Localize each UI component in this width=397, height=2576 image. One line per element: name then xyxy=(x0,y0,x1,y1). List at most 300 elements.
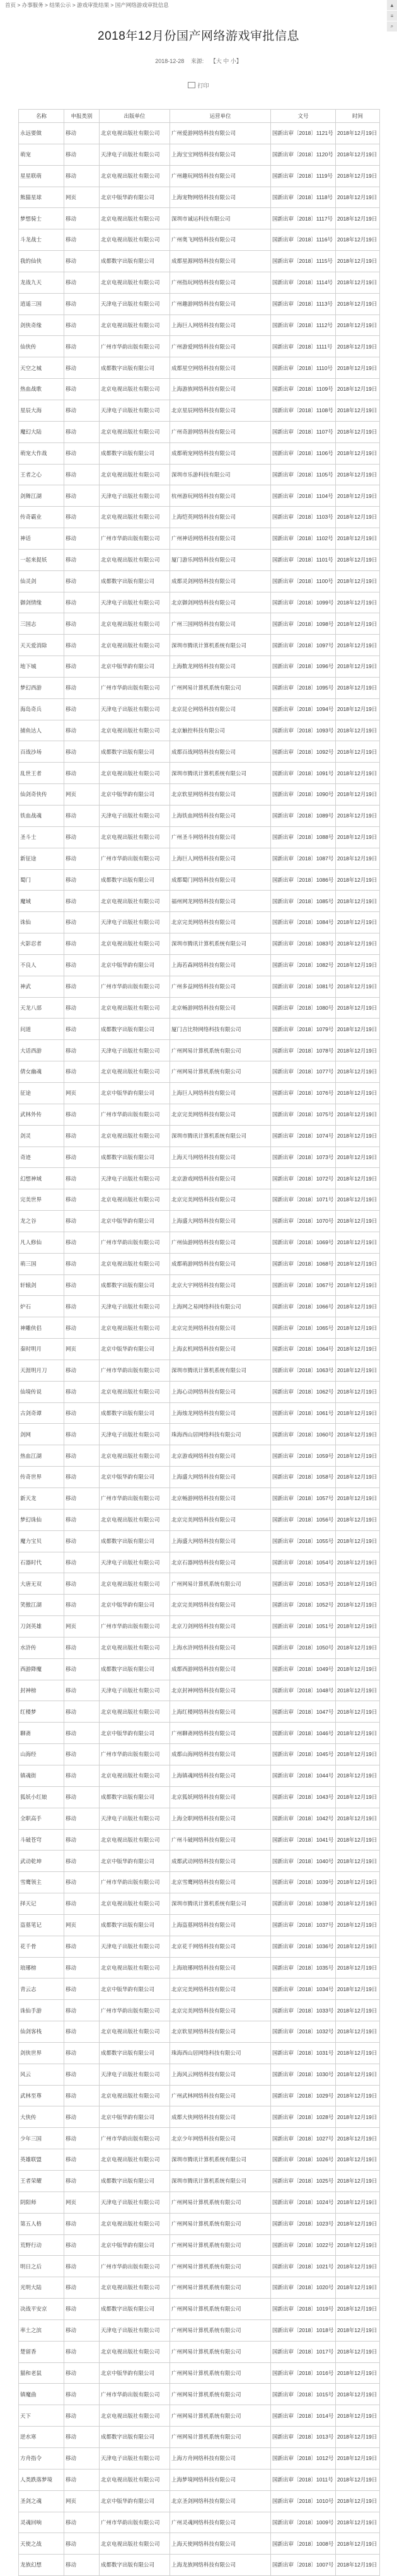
cell-approval-number: 国新出审〔2018〕1084号 xyxy=(271,912,336,933)
cell-category: 移动 xyxy=(64,336,100,357)
cell-date: 2018年12月19日 xyxy=(336,1488,380,1510)
cell-approval-number: 国新出审〔2018〕1070号 xyxy=(271,1211,336,1232)
cell-approval-number: 国新出审〔2018〕1043号 xyxy=(271,1786,336,1808)
cell-operator: 广州网易计算机系统有限公司 xyxy=(170,2427,271,2448)
cell-category: 移动 xyxy=(64,1723,100,1744)
cell-name: 圣斗士 xyxy=(19,826,64,848)
cell-approval-number: 国新出审〔2018〕1049号 xyxy=(271,1658,336,1680)
header-publisher: 出版单位 xyxy=(100,110,170,123)
cell-approval-number: 国新出审〔2018〕1031号 xyxy=(271,2042,336,2064)
cell-category: 移动 xyxy=(64,1402,100,1424)
cell-approval-number: 国新出审〔2018〕1087号 xyxy=(271,848,336,869)
approval-table xyxy=(18,109,380,2576)
cell-publisher: 天津电子出版社有限公司 xyxy=(100,698,170,720)
cell-category: 移动 xyxy=(64,826,100,848)
cell-category: 移动 xyxy=(64,2469,100,2490)
cell-approval-number: 国新出审〔2018〕1060号 xyxy=(271,1424,336,1445)
table-row xyxy=(19,1445,380,1467)
cell-publisher: 北京电视出版社有限公司 xyxy=(100,229,170,251)
back-to-top-icon[interactable]: ▲ xyxy=(387,0,397,11)
cell-approval-number: 国新出审〔2018〕1103号 xyxy=(271,507,336,528)
cell-name: 红楼梦 xyxy=(19,1701,64,1723)
cell-operator: 北京完美网络科技有限公司 xyxy=(170,1317,271,1339)
cell-name: 天空之城 xyxy=(19,357,64,379)
cell-operator: 上海铁血网络科技有限公司 xyxy=(170,806,271,827)
cell-name: 逆水寒 xyxy=(19,2427,64,2448)
cell-category: 移动 xyxy=(64,442,100,464)
cell-date: 2018年12月19日 xyxy=(336,2256,380,2277)
cell-date: 2018年12月19日 xyxy=(336,912,380,933)
cell-publisher: 北京中版华韵有限公司 xyxy=(100,1339,170,1360)
cell-publisher: 北京电视出版社有限公司 xyxy=(100,826,170,848)
cell-date: 2018年12月19日 xyxy=(336,123,380,144)
cell-approval-number: 国新出审〔2018〕1078号 xyxy=(271,1040,336,1061)
table-row xyxy=(19,507,380,528)
cell-name: 光明大陆 xyxy=(19,2277,64,2299)
cell-approval-number: 国新出审〔2018〕1062号 xyxy=(271,1381,336,1402)
cell-name: 天使之战 xyxy=(19,2533,64,2555)
cell-name: 大话西游 xyxy=(19,1040,64,1061)
cell-date: 2018年12月19日 xyxy=(336,1381,380,1402)
cell-approval-number: 国新出审〔2018〕1057号 xyxy=(271,1488,336,1510)
cell-approval-number: 国新出审〔2018〕1020号 xyxy=(271,2277,336,2299)
cell-date: 2018年12月19日 xyxy=(336,1637,380,1658)
cell-name: 传奇霸业 xyxy=(19,507,64,528)
cell-date: 2018年12月19日 xyxy=(336,613,380,635)
cell-category: 移动 xyxy=(64,2277,100,2299)
cell-approval-number: 国新出审〔2018〕1016号 xyxy=(271,2362,336,2384)
cell-publisher: 成都数字出版有限公司 xyxy=(100,1402,170,1424)
cell-name: 龙战九天 xyxy=(19,272,64,293)
breadcrumb[interactable]: 首页 > 办事服务 > 结果公示 > 游戏审批结果 > 国产网络游戏审批信息 xyxy=(5,2,169,8)
cell-publisher: 广州市华韵出版有限公司 xyxy=(100,677,170,698)
cell-name: 仙剑客栈 xyxy=(19,2021,64,2043)
table-row xyxy=(19,997,380,1019)
cell-category: 移动 xyxy=(64,1552,100,1573)
cell-approval-number: 国新出审〔2018〕1044号 xyxy=(271,1765,336,1786)
cell-publisher: 成都数字出版有限公司 xyxy=(100,1786,170,1808)
cell-publisher: 北京电视出版社有限公司 xyxy=(100,1381,170,1402)
table-row xyxy=(19,912,380,933)
cell-category: 移动 xyxy=(64,2256,100,2277)
cell-category: 移动 xyxy=(64,1168,100,1189)
cell-publisher: 成都数字出版有限公司 xyxy=(100,1146,170,1168)
cell-date: 2018年12月19日 xyxy=(336,763,380,784)
cell-category: 移动 xyxy=(64,2362,100,2384)
cell-operator: 广州圣斗网络科技有限公司 xyxy=(170,826,271,848)
table-row xyxy=(19,2533,380,2555)
cell-date: 2018年12月19日 xyxy=(336,698,380,720)
cell-operator: 成都萌游网络科技有限公司 xyxy=(170,1253,271,1274)
cell-date: 2018年12月19日 xyxy=(336,1317,380,1339)
cell-category: 移动 xyxy=(64,997,100,1019)
cell-category: 移动 xyxy=(64,1701,100,1723)
table-row xyxy=(19,1168,380,1189)
cell-name: 征途 xyxy=(19,1082,64,1104)
cell-operator: 广州多益网络科技有限公司 xyxy=(170,976,271,997)
table-row xyxy=(19,2384,380,2405)
cell-date: 2018年12月19日 xyxy=(336,421,380,442)
cell-operator: 深圳市腾讯计算机系统有限公司 xyxy=(170,2149,271,2171)
cell-name: 猫和老鼠 xyxy=(19,2362,64,2384)
cell-operator: 广州网易计算机系统有限公司 xyxy=(170,677,271,698)
cell-approval-number: 国新出审〔2018〕1101号 xyxy=(271,549,336,570)
cell-publisher: 北京电视出版社有限公司 xyxy=(100,1061,170,1083)
cell-publisher: 成都数字出版有限公司 xyxy=(100,2171,170,2192)
table-row xyxy=(19,1339,380,1360)
cell-publisher: 成都数字出版有限公司 xyxy=(100,2299,170,2320)
cell-date: 2018年12月19日 xyxy=(336,1125,380,1146)
cell-category: 移动 xyxy=(64,2064,100,2085)
cell-name: 蜀门 xyxy=(19,869,64,891)
cell-date: 2018年12月19日 xyxy=(336,826,380,848)
cell-publisher: 天津电子出版社有限公司 xyxy=(100,2447,170,2469)
cell-operator: 北京完美网络科技有限公司 xyxy=(170,1978,271,2000)
table-row xyxy=(19,1232,380,1253)
cell-approval-number: 国新出审〔2018〕1048号 xyxy=(271,1680,336,1701)
cell-approval-number: 国新出审〔2018〕1022号 xyxy=(271,2234,336,2256)
table-row xyxy=(19,2469,380,2490)
table-row xyxy=(19,592,380,613)
cell-category: 移动 xyxy=(64,2042,100,2064)
cell-name: 水浒传 xyxy=(19,1637,64,1658)
cell-approval-number: 国新出审〔2018〕1093号 xyxy=(271,720,336,741)
cell-category: 移动 xyxy=(64,1381,100,1402)
table-row xyxy=(19,869,380,891)
cell-publisher: 北京电视出版社有限公司 xyxy=(100,2405,170,2427)
cell-name: 炉石 xyxy=(19,1296,64,1317)
cell-date: 2018年12月19日 xyxy=(336,1189,380,1211)
table-row xyxy=(19,208,380,229)
cell-approval-number: 国新出审〔2018〕1010号 xyxy=(271,2490,336,2512)
table-row xyxy=(19,933,380,955)
cell-category: 移动 xyxy=(64,1786,100,1808)
cell-approval-number: 国新出审〔2018〕1116号 xyxy=(271,229,336,251)
table-row xyxy=(19,848,380,869)
cell-operator: 广州网易计算机系统有限公司 xyxy=(170,2192,271,2213)
cell-date: 2018年12月19日 xyxy=(336,2064,380,2085)
cell-category: 移动 xyxy=(64,2234,100,2256)
cell-name: 乱世王者 xyxy=(19,763,64,784)
cell-approval-number: 国新出审〔2018〕1095号 xyxy=(271,677,336,698)
table-header-row xyxy=(19,110,380,123)
cell-publisher: 北京电视出版社有限公司 xyxy=(100,1829,170,1851)
cell-approval-number: 国新出审〔2018〕1065号 xyxy=(271,1317,336,1339)
cell-publisher: 北京中版华韵有限公司 xyxy=(100,1851,170,1872)
cell-date: 2018年12月19日 xyxy=(336,1680,380,1701)
cell-operator: 北京圣剑网络科技有限公司 xyxy=(170,2490,271,2512)
cell-category: 移动 xyxy=(64,528,100,550)
table-row xyxy=(19,1402,380,1424)
cell-publisher: 北京电视出版社有限公司 xyxy=(100,1317,170,1339)
cell-date: 2018年12月19日 xyxy=(336,806,380,827)
cell-category: 移动 xyxy=(64,2533,100,2555)
cell-operator: 上海巨人网络科技有限公司 xyxy=(170,1082,271,1104)
cell-approval-number: 国新出审〔2018〕1117号 xyxy=(271,208,336,229)
cell-name: 王者之心 xyxy=(19,464,64,485)
cell-category: 移动 xyxy=(64,2085,100,2106)
cell-category: 移动 xyxy=(64,869,100,891)
cell-date: 2018年12月19日 xyxy=(336,2405,380,2427)
cell-category: 移动 xyxy=(64,1978,100,2000)
cell-approval-number: 国新出审〔2018〕1113号 xyxy=(271,293,336,315)
cell-date: 2018年12月19日 xyxy=(336,2042,380,2064)
cell-category: 移动 xyxy=(64,2405,100,2427)
cell-date: 2018年12月19日 xyxy=(336,315,380,336)
table-row xyxy=(19,2192,380,2213)
table-row xyxy=(19,2277,380,2299)
cell-category: 移动 xyxy=(64,1829,100,1851)
cell-operator: 广州趣玩网络科技有限公司 xyxy=(170,165,271,187)
cell-category: 移动 xyxy=(64,1595,100,1616)
table-row xyxy=(19,2555,380,2576)
table-row xyxy=(19,1872,380,1893)
cell-operator: 深圳市腾讯计算机系统有限公司 xyxy=(170,1360,271,1381)
cell-category: 移动 xyxy=(64,1232,100,1253)
cell-operator: 上海琅琊网络科技有限公司 xyxy=(170,1957,271,1978)
cell-date: 2018年12月19日 xyxy=(336,1146,380,1168)
cell-publisher: 天津电子出版社有限公司 xyxy=(100,144,170,165)
cell-publisher: 天津电子出版社有限公司 xyxy=(100,2319,170,2341)
table-row xyxy=(19,1467,380,1488)
cell-category: 移动 xyxy=(64,1211,100,1232)
cell-category: 移动 xyxy=(64,976,100,997)
font-size-switch[interactable]: 【大 中 小】 xyxy=(210,58,242,64)
cell-category: 移动 xyxy=(64,635,100,656)
cell-approval-number: 国新出审〔2018〕1030号 xyxy=(271,2064,336,2085)
cell-date: 2018年12月19日 xyxy=(336,1253,380,1274)
cell-date: 2018年12月19日 xyxy=(336,400,380,421)
table-row xyxy=(19,1723,380,1744)
cell-approval-number: 国新出审〔2018〕1040号 xyxy=(271,1851,336,1872)
cell-approval-number: 国新出审〔2018〕1111号 xyxy=(271,336,336,357)
cell-name: 凡人修仙 xyxy=(19,1232,64,1253)
cell-publisher: 广州市华韵出版有限公司 xyxy=(100,2000,170,2021)
cell-date: 2018年12月19日 xyxy=(336,379,380,400)
cell-operator: 成都西游网络科技有限公司 xyxy=(170,1658,271,1680)
cell-category: 移动 xyxy=(64,741,100,763)
table-row xyxy=(19,635,380,656)
cell-category: 移动 xyxy=(64,1424,100,1445)
cell-publisher: 天津电子出版社有限公司 xyxy=(100,2064,170,2085)
cell-name: 第五人格 xyxy=(19,2213,64,2234)
cell-name: 熊猫星球 xyxy=(19,187,64,208)
cell-category: 移动 xyxy=(64,2512,100,2533)
cell-date: 2018年12月19日 xyxy=(336,1573,380,1595)
cell-name: 问道 xyxy=(19,1019,64,1040)
cell-approval-number: 国新出审〔2018〕1108号 xyxy=(271,400,336,421)
cell-date: 2018年12月19日 xyxy=(336,1851,380,1872)
cell-operator: 珠海西山居网络科技有限公司 xyxy=(170,2042,271,2064)
cell-category: 移动 xyxy=(64,2128,100,2149)
cell-date: 2018年12月19日 xyxy=(336,549,380,570)
cell-publisher: 广州市华韵出版有限公司 xyxy=(100,528,170,550)
cell-operator: 厦门游乐网络科技有限公司 xyxy=(170,549,271,570)
cell-publisher: 成都数字出版有限公司 xyxy=(100,442,170,464)
cell-approval-number: 国新出审〔2018〕1089号 xyxy=(271,806,336,827)
table-row xyxy=(19,698,380,720)
cell-date: 2018年12月19日 xyxy=(336,528,380,550)
cell-approval-number: 国新出审〔2018〕1083号 xyxy=(271,933,336,955)
cell-approval-number: 国新出审〔2018〕1080号 xyxy=(271,997,336,1019)
cell-name: 青云志 xyxy=(19,1978,64,2000)
cell-date: 2018年12月19日 xyxy=(336,1467,380,1488)
cell-operator: 北京完美网络科技有限公司 xyxy=(170,1595,271,1616)
cell-operator: 北京完美网络科技有限公司 xyxy=(170,1104,271,1125)
cell-operator: 北京软星网络科技有限公司 xyxy=(170,784,271,806)
cell-approval-number: 国新出审〔2018〕1007号 xyxy=(271,2555,336,2576)
cell-operator: 广州奥飞网络科技有限公司 xyxy=(170,229,271,251)
cell-approval-number: 国新出审〔2018〕1038号 xyxy=(271,1893,336,1915)
cell-publisher: 北京电视出版社有限公司 xyxy=(100,1893,170,1915)
table-row xyxy=(19,1488,380,1510)
cell-approval-number: 国新出审〔2018〕1077号 xyxy=(271,1061,336,1083)
cell-category: 移动 xyxy=(64,2106,100,2128)
cell-publisher: 成都数字出版有限公司 xyxy=(100,2555,170,2576)
cell-publisher: 北京电视出版社有限公司 xyxy=(100,2085,170,2106)
table-row xyxy=(19,123,380,144)
cell-operator: 广州网易计算机系统有限公司 xyxy=(170,2234,271,2256)
cell-category: 移动 xyxy=(64,507,100,528)
cell-operator: 上海龙族网络科技有限公司 xyxy=(170,2555,271,2576)
cell-name: 方舟指令 xyxy=(19,2447,64,2469)
cell-publisher: 天津电子出版社有限公司 xyxy=(100,912,170,933)
cell-category: 移动 xyxy=(64,1872,100,1893)
table-row xyxy=(19,251,380,272)
cell-date: 2018年12月19日 xyxy=(336,1829,380,1851)
table-row xyxy=(19,1978,380,2000)
cell-date: 2018年12月19日 xyxy=(336,2192,380,2213)
cell-approval-number: 国新出审〔2018〕1069号 xyxy=(271,1232,336,1253)
cell-approval-number: 国新出审〔2018〕1064号 xyxy=(271,1339,336,1360)
cell-category: 移动 xyxy=(64,2447,100,2469)
table-row xyxy=(19,2362,380,2384)
cell-operator: 深圳市诚运科技有限公司 xyxy=(170,208,271,229)
cell-name: 魔域 xyxy=(19,891,64,912)
cell-name: 神话 xyxy=(19,528,64,550)
table-row xyxy=(19,1786,380,1808)
cell-date: 2018年12月19日 xyxy=(336,2021,380,2043)
page-title: 2018年12月份国产网络游戏审批信息 xyxy=(98,30,299,43)
table-row xyxy=(19,2234,380,2256)
cell-date: 2018年12月19日 xyxy=(336,570,380,592)
cell-operator: 北京雪鹰网络科技有限公司 xyxy=(170,1872,271,1893)
table-row xyxy=(19,1765,380,1786)
cell-publisher: 北京电视出版社有限公司 xyxy=(100,1957,170,1978)
cell-name: 山海经 xyxy=(19,1744,64,1765)
header-category: 申报类别 xyxy=(64,110,100,123)
cell-publisher: 北京电视出版社有限公司 xyxy=(100,1765,170,1786)
cell-publisher: 天津电子出版社有限公司 xyxy=(100,1296,170,1317)
table-row xyxy=(19,315,380,336)
search-icon[interactable]: ⌕ xyxy=(387,21,397,32)
cell-operator: 上海盛大网络科技有限公司 xyxy=(170,1467,271,1488)
cell-name: 萌宠大作战 xyxy=(19,442,64,464)
cell-operator: 广州网易计算机系统有限公司 xyxy=(170,2362,271,2384)
table-row xyxy=(19,1893,380,1915)
cell-operator: 北京石器网络科技有限公司 xyxy=(170,1552,271,1573)
cell-publisher: 北京中版华韵有限公司 xyxy=(100,1467,170,1488)
cell-approval-number: 国新出审〔2018〕1071号 xyxy=(271,1189,336,1211)
cell-name: 天天爱消除 xyxy=(19,635,64,656)
table-row xyxy=(19,1914,380,1936)
cell-approval-number: 国新出审〔2018〕1045号 xyxy=(271,1744,336,1765)
cell-date: 2018年12月19日 xyxy=(336,848,380,869)
header-date: 时间 xyxy=(336,110,380,123)
cell-approval-number: 国新出审〔2018〕1014号 xyxy=(271,2405,336,2427)
cell-date: 2018年12月19日 xyxy=(336,208,380,229)
cell-approval-number: 国新出审〔2018〕1114号 xyxy=(271,272,336,293)
cell-date: 2018年12月19日 xyxy=(336,357,380,379)
cell-publisher: 北京中版华韵有限公司 xyxy=(100,656,170,678)
cell-category: 移动 xyxy=(64,251,100,272)
cell-approval-number: 国新出审〔2018〕1097号 xyxy=(271,635,336,656)
cell-category: 移动 xyxy=(64,2000,100,2021)
cell-date: 2018年12月19日 xyxy=(336,1744,380,1765)
cell-operator: 上海数龙网络科技有限公司 xyxy=(170,656,271,678)
cell-category: 移动 xyxy=(64,806,100,827)
cell-operator: 上海全职网络科技有限公司 xyxy=(170,1808,271,1829)
cell-approval-number: 国新出审〔2018〕1075号 xyxy=(271,1104,336,1125)
menu-icon[interactable]: ≡ xyxy=(387,11,397,21)
table-row xyxy=(19,272,380,293)
cell-date: 2018年12月19日 xyxy=(336,1936,380,1957)
cell-operator: 广州游爱网络科技有限公司 xyxy=(170,336,271,357)
cell-approval-number: 国新出审〔2018〕1047号 xyxy=(271,1701,336,1723)
cell-approval-number: 国新出审〔2018〕1072号 xyxy=(271,1168,336,1189)
table-row xyxy=(19,1808,380,1829)
cell-approval-number: 国新出审〔2018〕1120号 xyxy=(271,144,336,165)
cell-name: 天下 xyxy=(19,2405,64,2427)
cell-publisher: 北京电视出版社有限公司 xyxy=(100,2277,170,2299)
cell-category: 移动 xyxy=(64,272,100,293)
cell-date: 2018年12月19日 xyxy=(336,997,380,1019)
cell-date: 2018年12月19日 xyxy=(336,1339,380,1360)
cell-category: 移动 xyxy=(64,1445,100,1467)
cell-name: 星星联萌 xyxy=(19,165,64,187)
cell-approval-number: 国新出审〔2018〕1107号 xyxy=(271,421,336,442)
table-row xyxy=(19,1616,380,1637)
cell-operator: 北京完美网络科技有限公司 xyxy=(170,912,271,933)
cell-category: 网页 xyxy=(64,784,100,806)
cell-category: 移动 xyxy=(64,2171,100,2192)
cell-category: 移动 xyxy=(64,293,100,315)
cell-publisher: 成都数字出版有限公司 xyxy=(100,570,170,592)
cell-approval-number: 国新出审〔2018〕1009号 xyxy=(271,2512,336,2533)
cell-date: 2018年12月19日 xyxy=(336,1168,380,1189)
cell-category: 移动 xyxy=(64,2021,100,2043)
table-row xyxy=(19,229,380,251)
source-label: 来源: xyxy=(190,58,204,64)
cell-date: 2018年12月19日 xyxy=(336,1104,380,1125)
cell-category: 移动 xyxy=(64,315,100,336)
cell-approval-number: 国新出审〔2018〕1061号 xyxy=(271,1402,336,1424)
cell-name: 楚留香 xyxy=(19,2341,64,2362)
cell-approval-number: 国新出审〔2018〕1039号 xyxy=(271,1872,336,1893)
cell-name: 逍遥三国 xyxy=(19,293,64,315)
cell-publisher: 北京电视出版社有限公司 xyxy=(100,997,170,1019)
cell-name: 新天龙 xyxy=(19,1488,64,1510)
cell-publisher: 北京中版华韵有限公司 xyxy=(100,1978,170,2000)
cell-date: 2018年12月19日 xyxy=(336,2234,380,2256)
cell-date: 2018年12月19日 xyxy=(336,2427,380,2448)
cell-name: 铁血战魂 xyxy=(19,806,64,827)
cell-operator: 广州三国网络科技有限公司 xyxy=(170,613,271,635)
header-name: 名称 xyxy=(19,110,64,123)
table-row xyxy=(19,2042,380,2064)
cell-publisher: 广州市华韵出版有限公司 xyxy=(100,2128,170,2149)
print-link[interactable] xyxy=(0,81,397,90)
